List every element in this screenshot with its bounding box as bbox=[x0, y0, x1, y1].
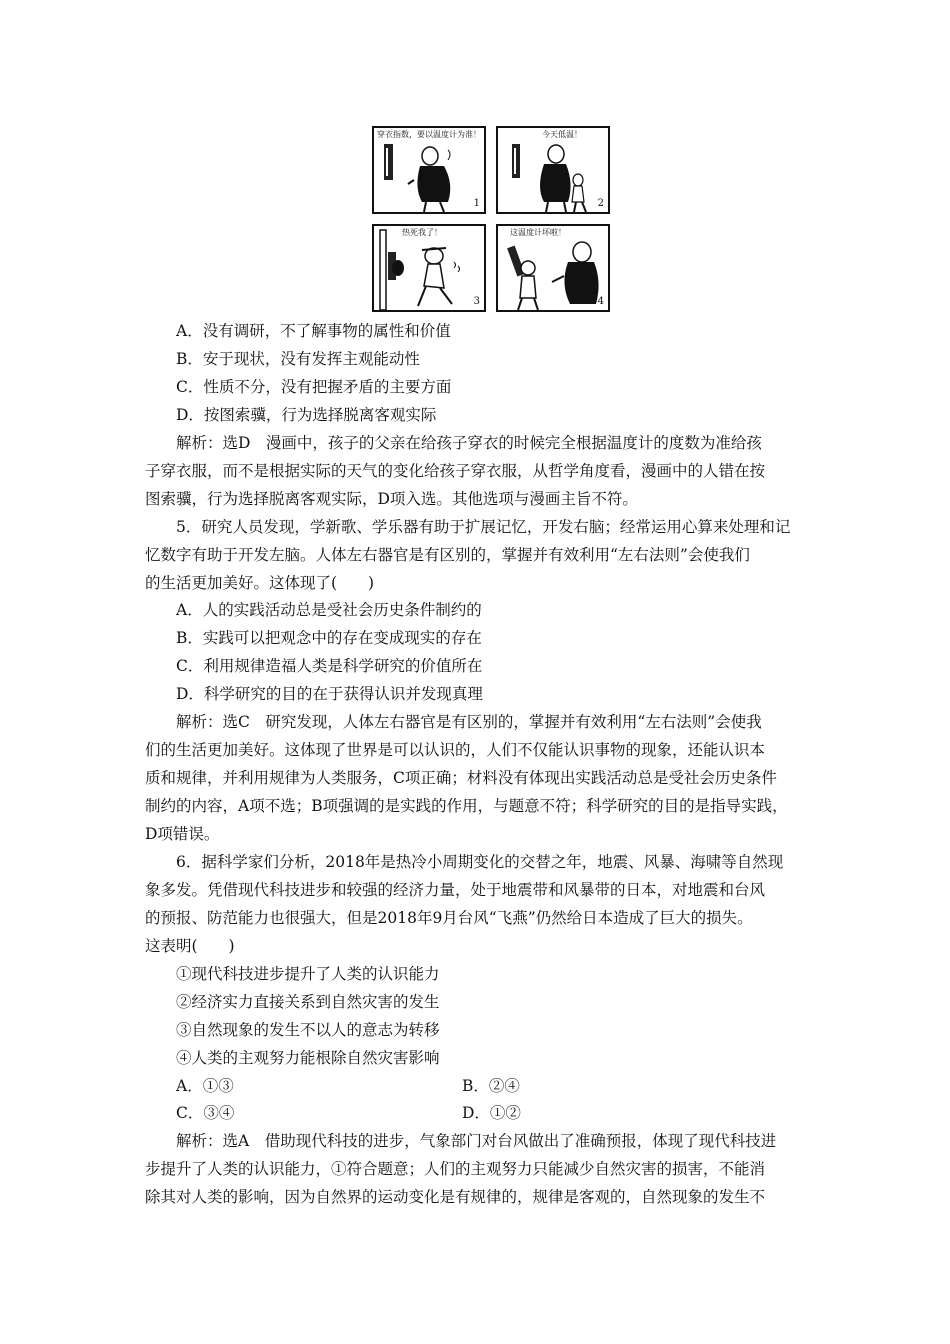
q6-statement-1: ①现代科技进步提升了人类的认识能力 bbox=[176, 965, 440, 983]
q4-option-c: C．性质不分，没有把握矛盾的主要方面 bbox=[176, 378, 452, 396]
comic-panel-3 bbox=[372, 224, 486, 312]
q6-statement-2: ②经济实力直接关系到自然灾害的发生 bbox=[176, 993, 440, 1011]
q5-option-a: A．人的实践活动总是受社会历史条件制约的 bbox=[176, 601, 482, 619]
q6-statement-4: ④人类的主观努力能根除自然灾害影响 bbox=[176, 1049, 440, 1067]
q5-option-b: B．实践可以把观念中的存在变成现实的存在 bbox=[176, 629, 482, 647]
comic-illustration bbox=[372, 126, 614, 316]
q6-option-b: B．②④ bbox=[462, 1077, 520, 1095]
panel-4-caption: 这温度计坏啦！ bbox=[510, 228, 566, 237]
q5-stem-line: 忆数字有助于开发左脑。人体左右器官是有区别的，掌握并有效利用“左右法则”会使我们 bbox=[145, 546, 750, 564]
comic-panel-2 bbox=[496, 126, 610, 214]
q5-analysis-line: 质和规律，并利用规律为人类服务，C项正确；材料没有体现出实践活动总是受社会历史条件 bbox=[145, 769, 777, 787]
q6-analysis-line: 解析：选A 借助现代科技的进步，气象部门对台风做出了准确预报，体现了现代科技进 bbox=[176, 1132, 777, 1150]
hot-child-drawing bbox=[374, 226, 486, 312]
panel-1-caption: 穿衣指数，要以温度计为准！ bbox=[377, 130, 481, 139]
q6-stem-line: 这表明( ) bbox=[145, 937, 235, 955]
panel-2-caption: 今天低温！ bbox=[542, 130, 582, 139]
comic-panel-1 bbox=[372, 126, 486, 214]
q4-analysis-line: 图索骥，行为选择脱离客观实际，D项入选。其他选项与漫画主旨不符。 bbox=[145, 490, 638, 508]
q5-option-c: C．利用规律造福人类是科学研究的价值所在 bbox=[176, 657, 483, 675]
panel-1-number: 1 bbox=[473, 198, 480, 209]
thermometer-father-drawing bbox=[374, 128, 486, 214]
q5-option-d: D．科学研究的目的在于获得认识并发现真理 bbox=[176, 685, 483, 703]
q4-option-d: D．按图索骥，行为选择脱离客观实际 bbox=[176, 406, 437, 424]
broken-thermometer-drawing bbox=[498, 226, 610, 312]
q5-stem-line: 的生活更加美好。这体现了( ) bbox=[145, 574, 375, 592]
q6-stem-line: 的预报、防范能力也很强大，但是2018年9月台风“飞燕”仍然给日本造成了巨大的损失。 bbox=[145, 909, 753, 927]
q6-analysis-line: 步提升了人类的认识能力，①符合题意；人们的主观努力只能减少自然灾害的损害，不能消 bbox=[145, 1160, 766, 1178]
panel-2-number: 2 bbox=[597, 198, 604, 209]
comic-panel-4 bbox=[496, 224, 610, 312]
q4-option-b: B．安于现状，没有发挥主观能动性 bbox=[176, 350, 420, 368]
q4-option-a: A．没有调研，不了解事物的属性和价值 bbox=[176, 322, 451, 340]
q6-statement-3: ③自然现象的发生不以人的意志为转移 bbox=[176, 1021, 440, 1039]
q4-analysis-line: 子穿衣服，而不是根据实际的天气的变化给孩子穿衣服，从哲学角度看，漫画中的人错在按 bbox=[145, 462, 766, 480]
panel-3-caption: 热死我了！ bbox=[402, 228, 442, 237]
q5-analysis-line: 解析：选C 研究发现，人体左右器官是有区别的，掌握并有效利用“左右法则”会使我 bbox=[176, 713, 762, 731]
q6-analysis-line: 除其对人类的影响，因为自然界的运动变化是有规律的，规律是客观的，自然现象的发生不 bbox=[145, 1188, 766, 1206]
q4-analysis-line: 解析：选D 漫画中，孩子的父亲在给孩子穿衣的时候完全根据温度计的度数为准给孩 bbox=[176, 434, 762, 452]
q6-stem-line: 6．据科学家们分析，2018年是热冷小周期变化的交替之年，地震、风暴、海啸等自然现 bbox=[176, 853, 784, 871]
q5-analysis-line: D项错误。 bbox=[145, 825, 220, 843]
q5-analysis-line: 们的生活更加美好。这体现了世界是可以认识的，人们不仅能认识事物的现象，还能认识本 bbox=[145, 741, 766, 759]
q6-stem-line: 象多发。凭借现代科技进步和较强的经济力量，处于地震带和风暴带的日本，对地震和台风 bbox=[145, 881, 766, 899]
q6-option-a: A．①③ bbox=[176, 1077, 234, 1095]
q5-analysis-line: 制约的内容，A项不选；B项强调的是实践的作用，与题意不符；科学研究的目的是指导实践， bbox=[145, 797, 788, 815]
q6-option-d: D．①② bbox=[462, 1104, 521, 1122]
panel-4-number: 4 bbox=[597, 296, 604, 307]
father-child-drawing bbox=[498, 128, 610, 214]
q6-option-c: C．③④ bbox=[176, 1104, 235, 1122]
q5-stem-line: 5．研究人员发现，学新歌、学乐器有助于扩展记忆，开发右脑；经常运用心算来处理和记 bbox=[176, 518, 791, 536]
panel-3-number: 3 bbox=[473, 296, 480, 307]
